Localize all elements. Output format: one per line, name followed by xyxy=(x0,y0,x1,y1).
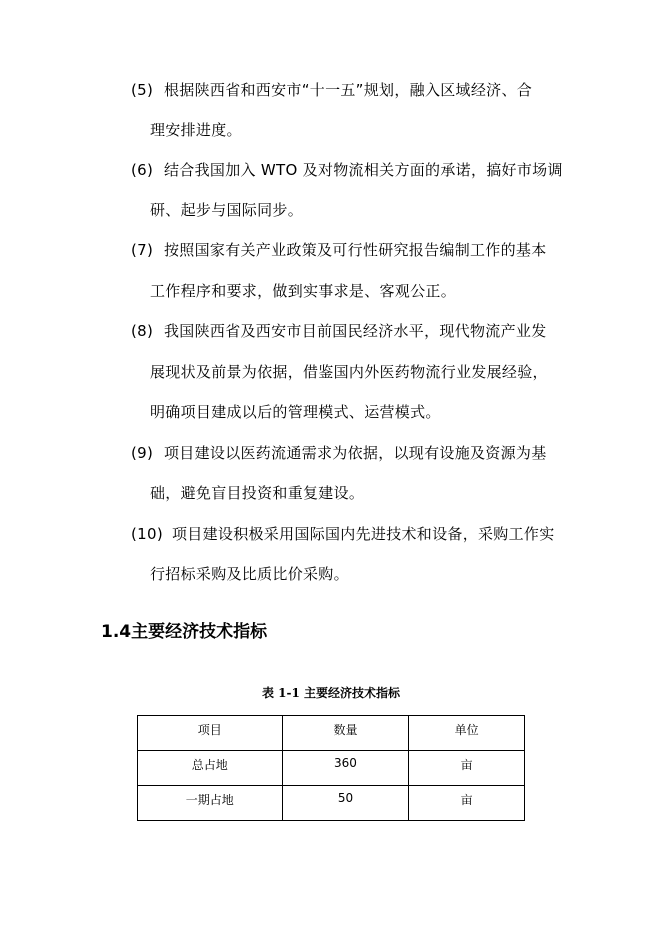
list-item-number: (7) xyxy=(131,241,154,259)
table-cell: 亩 xyxy=(409,751,525,786)
table-caption: 表 1-1 主要经济技术指标 xyxy=(261,686,401,700)
table-cell: 50 xyxy=(282,786,409,821)
list-item-text: 研、起步与国际同步。 xyxy=(150,201,304,219)
list-item-text: 结合我国加入 WTO 及对物流相关方面的承诺，搞好市场调 xyxy=(164,161,563,179)
list-item-text: 明确项目建成以后的管理模式、运营模式。 xyxy=(150,403,441,421)
list-item-number: (8) xyxy=(131,322,154,340)
table-header-cell: 数量 xyxy=(282,716,409,751)
list-item-number: (5) xyxy=(131,81,154,99)
table-header-row xyxy=(138,716,525,751)
list-item-number: (10) xyxy=(131,525,163,543)
list-item-text: 行招标采购及比质比价采购。 xyxy=(150,565,349,583)
indicator-table xyxy=(137,715,525,821)
list-item-text: 我国陕西省及西安市目前国民经济水平，现代物流产业发 xyxy=(164,322,547,340)
section-heading xyxy=(101,620,267,644)
section-number: 1.4 xyxy=(101,622,132,642)
list-item-text: 理安排进度。 xyxy=(150,121,242,139)
table-cell: 360 xyxy=(282,751,409,786)
list-item-number: (9) xyxy=(131,444,154,462)
list-item-text: 展现状及前景为依据，借鉴国内外医药物流行业发展经验， xyxy=(150,363,548,381)
table-cell: 一期占地 xyxy=(138,786,283,821)
list-item-text: 项目建设积极采用国际国内先进技术和设备，采购工作实 xyxy=(172,525,555,543)
table-header-cell: 项目 xyxy=(138,716,283,751)
list-item-text: 项目建设以医药流通需求为依据，以现有设施及资源为基 xyxy=(164,444,547,462)
table-cell: 亩 xyxy=(409,786,525,821)
list-item-text: 根据陕西省和西安市“十一五”规划，融入区域经济、合 xyxy=(164,81,533,99)
list-item-text: 按照国家有关产业政策及可行性研究报告编制工作的基本 xyxy=(164,241,547,259)
table-cell: 总占地 xyxy=(138,751,283,786)
list-item-number: (6) xyxy=(131,161,154,179)
table-header-cell: 单位 xyxy=(409,716,525,751)
table-row xyxy=(138,751,525,786)
table-row xyxy=(138,786,525,821)
list-item-text: 工作程序和要求，做到实事求是、客观公正。 xyxy=(150,282,457,300)
list-item-text: 础，避免盲目投资和重复建设。 xyxy=(150,484,365,502)
section-title: 主要经济技术指标 xyxy=(131,622,268,642)
